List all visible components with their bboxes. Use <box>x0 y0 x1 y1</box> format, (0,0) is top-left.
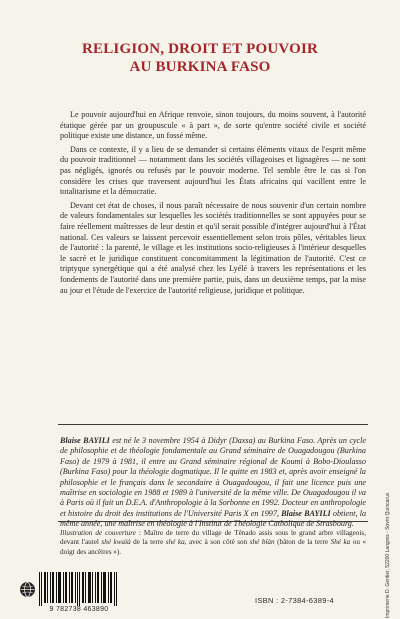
divider-top <box>58 424 368 425</box>
illustration-text: ou « doigt des ancêtres »). <box>60 538 367 556</box>
printer-credit-text: Imprimerie D. Gentier, 52200 Langres - Sovrn Quincarux <box>385 492 391 618</box>
author-name: Blaise BAYILI <box>60 436 110 445</box>
isbn: ISBN : 2-7384-6389-4 <box>255 596 334 605</box>
illustration-text: (bâton de la terre <box>274 538 331 547</box>
title-line-1: RELIGION, DROIT ET POUVOIR <box>81 41 319 57</box>
barcode-number: 9 782738 463890 <box>49 606 109 613</box>
illustration-term: Shé ka <box>330 538 351 547</box>
illustration-term: shé kwaïà <box>101 538 131 547</box>
title-line-2: AU BURKINA FASO <box>129 59 271 75</box>
illustration-label: Illustration de couverture <box>60 529 136 537</box>
blurb-paragraph-2: Dans ce contexte, il y a lieu de se demander si certains éléments vitaux de l'esprit même du pouvoir traditionnel — notamment dans les sociétés villageoises et lignagères — ne sont pas négligés, ignorés ou refusés par le pouvoir moderne. Tel semble être le cas si l'on considère les crises que traversent aujourd'hui les États africains qui vacillent entre le totalitarisme et la démocratie. <box>60 144 366 197</box>
publisher-globe-icon <box>20 582 35 597</box>
blurb <box>60 110 366 296</box>
divider-bottom <box>58 521 368 522</box>
author-bio-text-end: obtient, la même année, une maîtrise en théologie à l'Institut de Théologie Catholique de Strasbourg. <box>60 508 367 529</box>
illustration-term: shé bïàn <box>249 538 275 547</box>
blurb-paragraph-3: Devant cet état de choses, il nous paraît nécessaire de nous souvenir d'un certain nombre de valeurs fondamentales sur lesquelles les sociétés traditionnelles se sont appuyées pour se faire réellement maîtresses de leur destin et qu'il serait possible d'intégrer aujourd'hui à l'État national. Ces valeurs se laissent percevoir essentiellement selon trois pôles, véritables lieux de l'autorité : la parenté, le village et les institutions socio-religieuses à l'intérieur desquelles le sacré et le juridique constituent concomitamment la légitimation de l'autorité. C'est ce triptyque synergétique qui a été analysé chez les Lyélé à travers les représentations et les fondements de l'autorité dans une première partie, puis, dans un deuxième temps, par la mise au jour et l'étude de l'exercice de l'autorité religieuse, juridique et politique. <box>60 200 366 295</box>
illustration-text: : Maître de terre du village de Ténado assis sous le grand arbre villageois, devant l'autel <box>60 529 366 547</box>
illustration-text: de la terre <box>130 538 166 547</box>
author-name-repeat: Blaise BAYILI <box>281 508 331 518</box>
author-bio-text: est né le 3 novembre 1954 à Didyr (Daxsa) au Burkina Faso. Après un cycle de philosophie et de théologie fondamentale au Grand séminaire de Ouagadougou (Burkina Faso) de 1979 à 1981, il entre au Grand séminaire régional de Koumi à Bobo-Dioulasso (Burkina Faso) pour la théologie dogmatique. Il le quitte en 1983 et, après avoir enseigné la philosophie et le français dans le secondaire à Ouagadougou, il fait une licence puis une maîtrise en sociologie en 1988 et 1989 à l'université de la même ville. De Ouagadougou il va à Paris où il fait un D.E.A. d'Anthropologie à la Sorbonne en 1992. Docteur en anthropologie et histoire du droit des institutions de l'Université Paris X en 1997, <box>60 436 367 518</box>
printer-credit <box>381 492 391 618</box>
illustration-credit <box>60 529 366 557</box>
author-bio <box>60 436 366 530</box>
illustration-term: shé ka <box>165 538 185 547</box>
book-title <box>0 40 400 76</box>
barcode-icon <box>38 572 120 606</box>
blurb-paragraph-1: Le pouvoir aujourd'hui en Afrique renvoie, sinon toujours, du moins souvent, à l'autorité étatique gérée par un groupuscule « à part », de sorte qu'entre société civile et société politique existe une distance, un fossé même. <box>60 110 366 141</box>
illustration-text: , avec à son côté son <box>184 538 250 547</box>
